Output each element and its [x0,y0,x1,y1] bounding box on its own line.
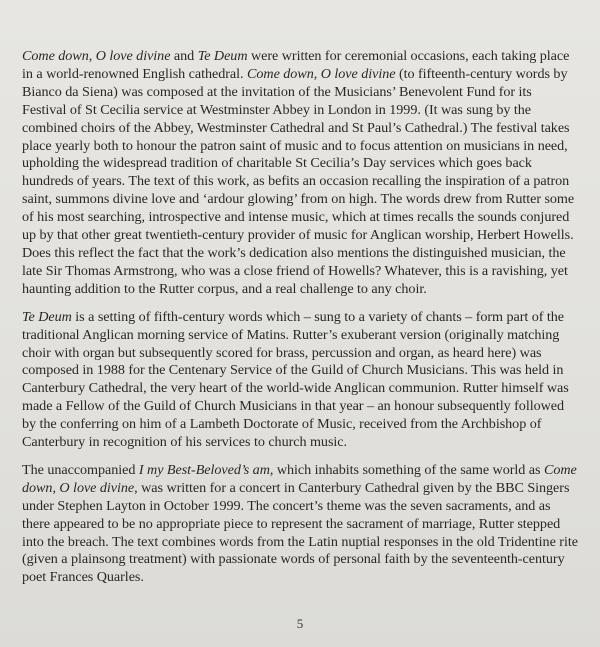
text-run: is a setting of fifth-century words which – sung to a variety of chants – form part of the traditional Anglican morning service of Matins. Rutter’s exuberant version (originally matching choir with organ but subsequently scored for brass, percussion and organ, as heard here) was composed in 1988 for the Centenary Service of the Guild of Church Musicians. This was held in Canterbury Cathedral, the very heart of the world-wide Anglican communion. Rutter himself was made a Fellow of the Guild of Church Musicians in that year – an honour subsequently followed by the conferring on him of a Lambeth Doctorate of Music, received from the Archbishop of Canterbury in recognition of his services to church music. [22,308,569,451]
paragraph-te-deum [22,309,578,452]
italic-title-run: Come down, O love divine [247,65,396,82]
italic-title-run: Te Deum [22,308,72,325]
italic-title-run: Come down, O love divine [22,461,577,496]
italic-title-run: Come down, O love divine [22,48,171,64]
text-run: were written for ceremonial occasions, each taking place in a world-renowned English cathedral. [22,48,570,82]
text-run: (to fifteenth-century words by Bianco da Siena) was composed at the invitation of the Musicians’ Benevolent Fund for its Festival of St Cecilia service at Westminster Abbey in London in 1999. (It was sung by the combined choirs of the Abbey, Westminster Cathedral and St Paul’s Cathedral.) The festival takes place yearly both to honour the patron saint of music and to focus attention on musicians in need, upholding the widespread tradition of charitable St Cecilia’s Day services which goes back hundreds of years. The text of this work, as befits an occasion recalling the inspiration of a patron saint, summons divine love and ‘ardour glowing’ from on high. The words drew from Rutter some of his most searching, introspective and intense music, which at times recalls the sounds conjured up by that other great twentieth-century provider of music for Anglican worship, Herbert Howells. Does this reflect the fact that the work’s dedication also mentions the distinguished musician, the late Sir Thomas Armstrong, who was a close friend of Howells? Whatever, this is a ravishing, yet haunting addition to the Rutter corpus, and a real challenge to any choir. [22,65,575,297]
paragraph-come-down [22,48,578,299]
text-run: The unaccompanied [22,461,139,478]
text-run: , which inhabits something of the same world as [269,461,544,478]
italic-title-run: I my Best-Beloved’s am [138,461,270,478]
page-number: 5 [296,616,304,631]
text-run: , was written for a concert in Canterbury Cathedral given by the BBC Singers under Stephen Layton in October 1999. The concert’s theme was the seven sacraments, and as there appeared to be no appropriate piece to represent the sacrament of marriage, Rutter stepped into the breach. The text combines words from the Latin nuptial responses in the old Tridentine rite (given a plainsong treatment) with passionate words of personal faith by the seventeenth-century poet Frances Quarles. [22,479,578,586]
paragraph-best-beloved [22,462,578,587]
italic-title-run: Te Deum [197,48,248,64]
text-run: and [170,48,198,64]
